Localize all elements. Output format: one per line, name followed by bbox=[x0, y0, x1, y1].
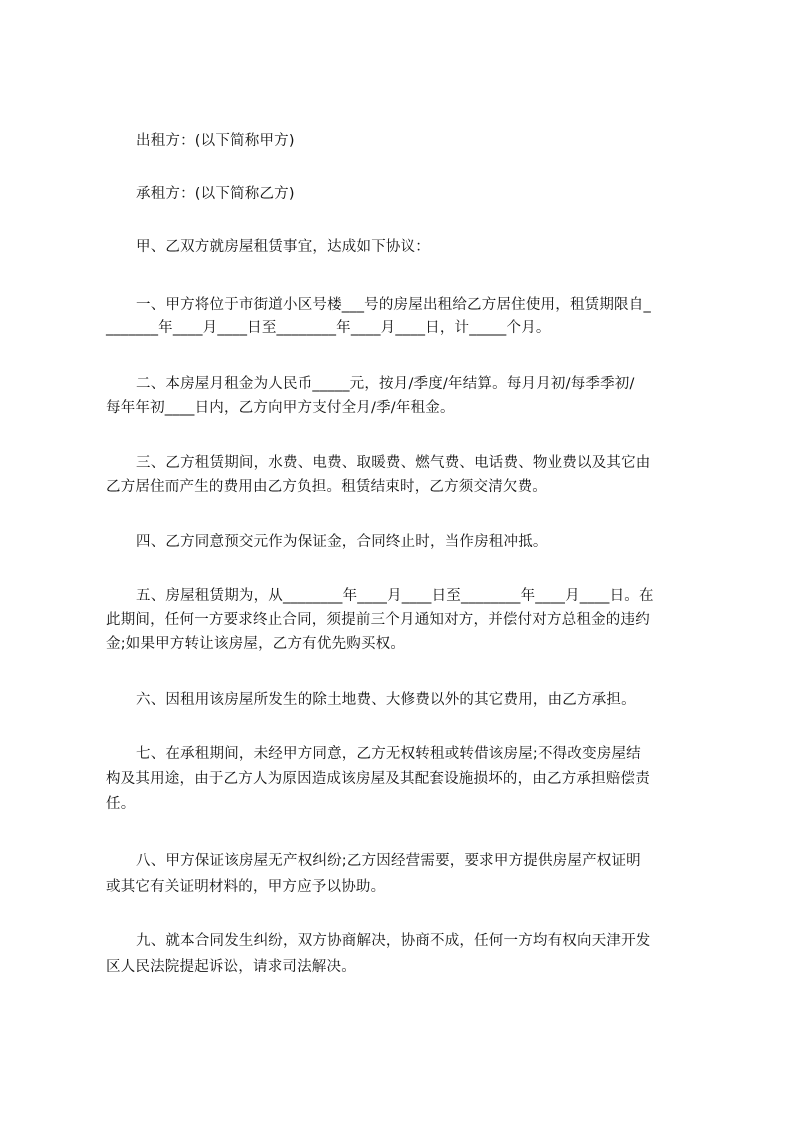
clause-8-line-2: 或其它有关证明材料的，甲方应予以协助。 bbox=[106, 879, 386, 895]
clause-2-line-1: 二、本房屋月租金为人民币_____元，按月/季度/年结算。每月月初/每季季初/ bbox=[136, 376, 635, 392]
clause-3-line-1: 三、乙方租赁期间，水费、电费、取暖费、燃气费、电话费、物业费以及其它由 bbox=[136, 455, 651, 471]
clause-5-line-1: 五、房屋租赁期为，从________年____月____日至________年____月____日。在 bbox=[136, 588, 654, 604]
clause-7-line-2: 构及其用途，由于乙方人为原因造成该房屋及其配套设施损坏的，由乙方承担赔偿责 bbox=[106, 771, 650, 787]
clause-1-line-2: _______年____月____日至________年____月____日，计_____个月。 bbox=[106, 320, 551, 336]
clause-8-line-1: 八、甲方保证该房屋无产权纠纷;乙方因经营需要，要求甲方提供房屋产权证明 bbox=[136, 853, 641, 869]
clause-3-line-2: 乙方居住而产生的费用由乙方负担。租赁结束时，乙方须交清欠费。 bbox=[106, 479, 547, 495]
clause-9-line-2: 区人民法院提起诉讼，请求司法解决。 bbox=[106, 959, 356, 975]
clause-4: 四、乙方同意预交元作为保证金，合同终止时，当作房租冲抵。 bbox=[136, 534, 548, 550]
lessor-line: 出租方：(以下简称甲方) bbox=[136, 133, 295, 149]
agreement-intro: 甲、乙双方就房屋租赁事宜，达成如下协议： bbox=[136, 239, 430, 255]
clause-7-line-1: 七、在承租期间，未经甲方同意，乙方无权转租或转借该房屋;不得改变房屋结 bbox=[136, 746, 641, 762]
clause-6: 六、因租用该房屋所发生的除土地费、大修费以外的其它费用，由乙方承担。 bbox=[136, 692, 636, 708]
clause-5-line-3: 金;如果甲方转让该房屋，乙方有优先购买权。 bbox=[106, 636, 406, 652]
clause-9-line-1: 九、就本合同发生纠纷，双方协商解决，协商不成，任何一方均有权向天津开发 bbox=[136, 933, 651, 949]
clause-2-line-2: 每年年初____日内，乙方向甲方支付全月/季/年租金。 bbox=[106, 400, 455, 416]
clause-1-line-1: 一、甲方将位于市街道小区号楼___号的房屋出租给乙方居住使用，租赁期限自_ bbox=[136, 297, 651, 313]
clause-7-line-3: 任。 bbox=[106, 796, 136, 812]
lessee-line: 承租方：(以下简称乙方) bbox=[136, 186, 295, 202]
clause-5-line-2: 此期间，任何一方要求终止合同，须提前三个月通知对方，并偿付对方总租金的违约 bbox=[106, 612, 650, 628]
